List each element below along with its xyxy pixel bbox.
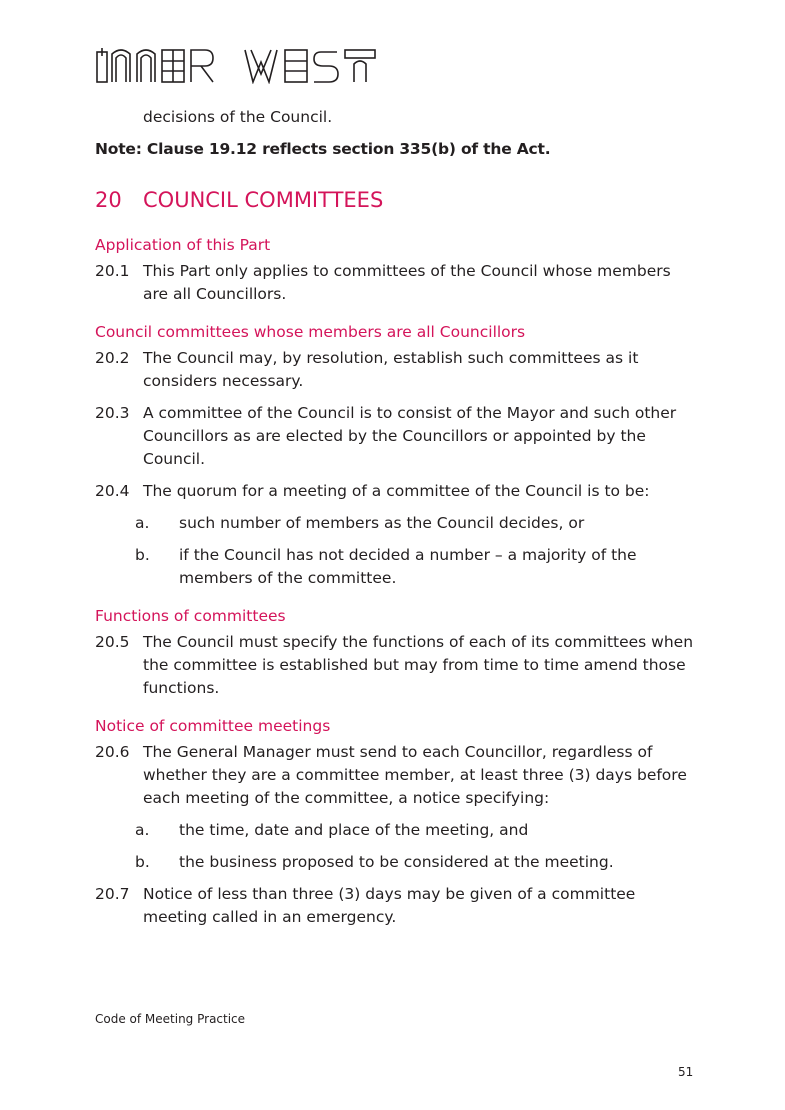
section-number: 20 xyxy=(95,188,122,212)
clause-20-4 xyxy=(95,480,695,503)
clause-20-2 xyxy=(95,347,695,393)
clause-number: 20.4 xyxy=(95,482,130,500)
subheading-application: Application of this Part xyxy=(95,236,271,254)
subclause-text: the time, date and place of the meeting, and xyxy=(179,821,529,839)
subclause-letter: a. xyxy=(135,514,150,532)
subclause-text: the business proposed to be considered at the meeting. xyxy=(179,853,614,871)
clause-text: The General Manager must send to each Councillor, regardless of whether they are a committee member, at least three (3) days before each meeting of the committee, a notice specifying: xyxy=(143,743,687,807)
section-title: COUNCIL COMMITTEES xyxy=(143,188,384,212)
clause-text: A committee of the Council is to consist of the Mayor and such other Councillors as are elected by the Councillors or appointed by the Council. xyxy=(143,404,677,468)
subclause-20-6-a xyxy=(135,819,695,842)
section-heading xyxy=(95,188,383,212)
continuation-text: decisions of the Council. xyxy=(143,108,333,126)
clause-20-5 xyxy=(95,631,695,700)
clause-number: 20.5 xyxy=(95,633,130,651)
subclause-text: such number of members as the Council decides, or xyxy=(179,514,585,532)
subheading-council-committees: Council committees whose members are all Councillors xyxy=(95,323,526,341)
subclause-20-4-b xyxy=(135,544,695,590)
clause-text: The Council must specify the functions of each of its committees when the committee is established but may from time to time amend those functions. xyxy=(143,633,694,697)
page-number: 51 xyxy=(678,1065,694,1079)
section-content xyxy=(95,234,695,938)
subclause-letter: b. xyxy=(135,853,150,871)
subclause-text: if the Council has not decided a number – a majority of the members of the committee. xyxy=(179,546,637,587)
clause-number: 20.7 xyxy=(95,885,130,903)
clause-number: 20.1 xyxy=(95,262,130,280)
clause-20-7 xyxy=(95,883,695,929)
footer-document-title: Code of Meeting Practice xyxy=(95,1012,246,1026)
clause-number: 20.2 xyxy=(95,349,130,367)
clause-text: Notice of less than three (3) days may be given of a committee meeting called in an emergency. xyxy=(143,885,636,926)
clause-note: Note: Clause 19.12 reflects section 335(b) of the Act. xyxy=(95,140,551,158)
clause-number: 20.6 xyxy=(95,743,130,761)
subclause-letter: b. xyxy=(135,546,150,564)
clause-text: The Council may, by resolution, establish such committees as it considers necessary. xyxy=(143,349,639,390)
subclause-20-6-b xyxy=(135,851,695,874)
clause-text: The quorum for a meeting of a committee of the Council is to be: xyxy=(143,482,650,500)
subheading-functions: Functions of committees xyxy=(95,607,286,625)
clause-text: This Part only applies to committees of the Council whose members are all Councillors. xyxy=(143,262,671,303)
subheading-notice: Notice of committee meetings xyxy=(95,717,331,735)
clause-20-6 xyxy=(95,741,695,810)
logo-graphic xyxy=(95,44,395,84)
subclause-20-4-a xyxy=(135,512,695,535)
clause-number: 20.3 xyxy=(95,404,130,422)
clause-20-3 xyxy=(95,402,695,471)
subclause-letter: a. xyxy=(135,821,150,839)
inner-west-logo xyxy=(95,44,395,84)
clause-20-1 xyxy=(95,260,695,306)
